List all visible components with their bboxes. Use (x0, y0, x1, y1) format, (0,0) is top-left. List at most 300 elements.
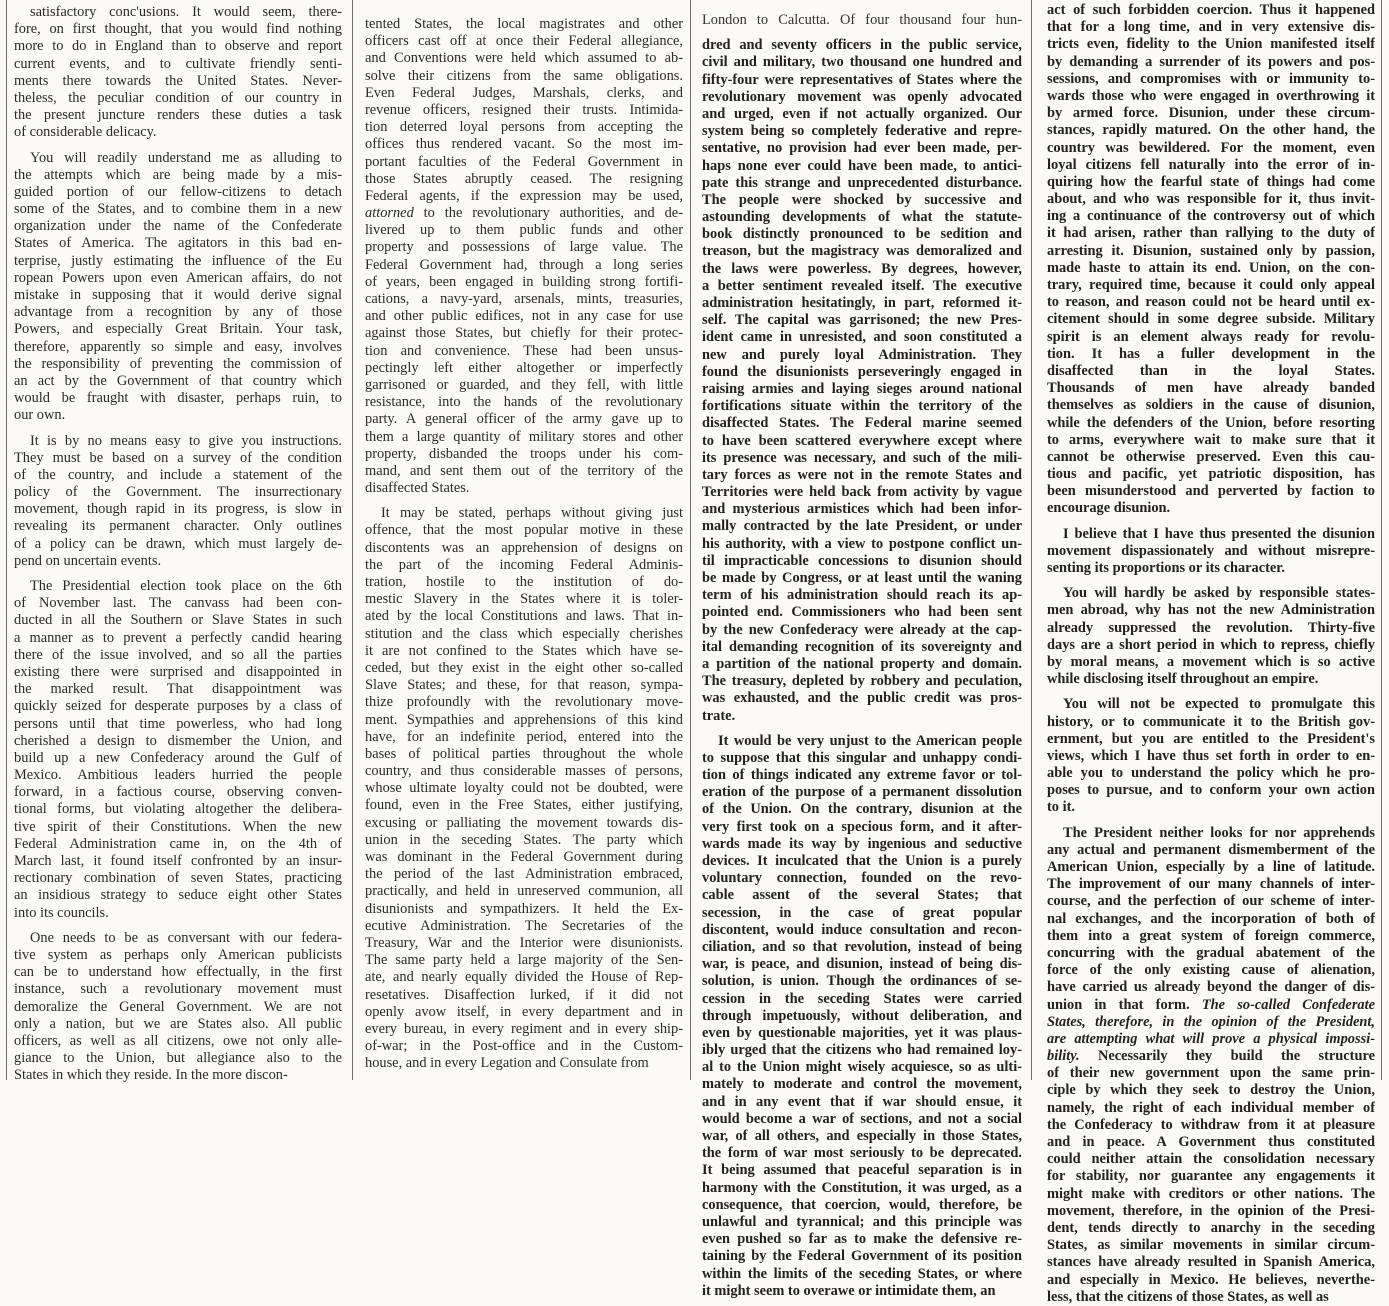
text-line: of their new government upon the same prin- (1047, 1065, 1375, 1082)
text-column-3 (692, 0, 1030, 1299)
text-line: by demanding a surrender of its powers and pos- (1047, 53, 1375, 70)
text-line: openly avow itself, in every department and in (365, 1003, 683, 1020)
text-line: tration, hostile to the institution of do- (365, 574, 683, 590)
text-line: any actual and permanent dismemberment of the (1047, 841, 1375, 858)
text-line: officers cast off at once their Federal allegiance, (365, 33, 683, 50)
text-line: men abroad, why has not the new Administration (1047, 602, 1375, 619)
text-line: til impracticable concessions to disunion should (702, 552, 1022, 569)
text-line: system being so completely federative and repre- (702, 123, 1022, 140)
text-line: have carried us already beyond the danger of dis- (1047, 979, 1375, 996)
text-line: livered up to them public funds and other (365, 222, 683, 239)
text-line: tion deterred loyal persons from accepting the (365, 119, 683, 136)
text-line: themselves as soldiers in the cause of disunion, (1047, 397, 1375, 414)
text-line: the period of the last Administration embraced, (365, 866, 683, 883)
text-line: cherished a design to dismember the Union, and (14, 732, 342, 749)
text-line: ciliation, and so that revolution, instead of being (702, 938, 1022, 955)
text-line: senting its proportions or its character. (1047, 560, 1285, 576)
text-line: mestic Slavery in the States where it is toler- (365, 591, 683, 608)
text-line: encourage disunion. (1047, 500, 1171, 517)
text-line: offices thus rendered vacant. So the most im- (365, 136, 683, 153)
text-line: ated by the local Constitutions and laws. That in- (365, 608, 683, 625)
text-line: pectingly left either altogether or imperfectly (365, 359, 683, 376)
text-line: rectionary combination of seven States, practicing (14, 870, 342, 887)
text-line: organization under the name of the Confederate (14, 218, 342, 235)
text-line: ceded, but they exist in the eight other so-called (365, 659, 683, 676)
text-line: loyal citizens fell naturally into the error of in- (1047, 156, 1375, 173)
text-line: only a nation, but we are States also. All public (14, 1015, 342, 1032)
text-line: every bureau, in every regiment and in every ship- (365, 1020, 683, 1037)
text-line: mistake in supposing that it would derive signal (14, 287, 342, 303)
text-line: ments there towards the United States. Never- (14, 72, 342, 89)
text-line: while disclosing itself throughout an empire. (1047, 671, 1319, 688)
paragraph (365, 16, 683, 497)
text-line: war, of all others, and especially in those States, (702, 1128, 1022, 1144)
text-line: new and purely loyal Administration. They (702, 346, 1022, 363)
text-line: tive spirit of their Constitutions. When the new (14, 818, 342, 835)
text-line: The improvement of our many channels of inter- (1047, 876, 1375, 893)
text-line: cannot be otherwise preserved. Even this cau- (1047, 448, 1375, 465)
text-line: union in the seceding States. The party which (365, 831, 683, 848)
text-line: Mexico. Ambitious leaders hurried the people (14, 767, 342, 784)
text-line: even by questionable majorities, yet it was plaus- (702, 1024, 1022, 1041)
paragraph (14, 433, 342, 571)
text-line: garrisoned or guarded, and they fell, with little (365, 376, 683, 393)
spacer (14, 570, 342, 578)
spacer (14, 142, 342, 150)
italic-emphasis: The so-called Confederate (1201, 996, 1375, 1013)
text-line: It is by no means easy to give you instructions. (30, 432, 342, 449)
text-line: sessions, and compromises with or immunity to- (1047, 70, 1375, 87)
text-line: consequence, that coercion, would, therefore, be (702, 1196, 1022, 1213)
text-line: demoralize the General Government. We are not (14, 998, 342, 1015)
text-line: States, as similar movements in similar circum- (1047, 1237, 1375, 1254)
text-line: It would be very unjust to the American people (718, 732, 1022, 749)
text-line: to suppose that this singular and unhappy condi- (702, 749, 1022, 766)
text-line: was exhausted, and the public credit was pros- (702, 690, 1022, 707)
text-line: pointed end. Commissioners who had been sent (702, 604, 1022, 621)
text-line: views, which I have thus set forth in order to en- (1047, 747, 1375, 764)
text-line: arresting it. Disunion, sustained only by passion, (1047, 242, 1375, 259)
text-line: Thousands of men have already banded (1047, 380, 1375, 397)
text-line: stances, rapidly matured. On the other hand, the (1047, 122, 1375, 139)
paragraph (14, 150, 342, 425)
text-line: You will readily understand me as alluding to (30, 149, 342, 166)
text-line: raising armies and laying sieges around national (702, 380, 1022, 397)
text-line: nal exchanges, and the incorporation of both of (1047, 910, 1375, 927)
text-line: and other public edifices, not in any case for use (365, 308, 683, 325)
text-line: persons until that time powerless, who had long (14, 715, 342, 732)
text-line: ernment, but you are entitled to the President's (1047, 730, 1375, 747)
text-line: and mysterious armistices which had been infor- (702, 501, 1022, 518)
text-line: trary, required time, because it could only appeal (1047, 277, 1375, 293)
text-line: bases of political parties throughout the whole (365, 745, 683, 762)
text-line: could neither attain the consolidation necessary (1047, 1151, 1375, 1168)
text-line: made haste to attain its end. Union, on the con- (1047, 259, 1375, 276)
text-line: It being assumed that peaceful separation is in (702, 1162, 1022, 1179)
text-line: offence, that the most popular motive in these (365, 522, 683, 539)
paragraph (1047, 585, 1375, 688)
text-line: while the defenders of the Union, before resorting (1047, 414, 1375, 431)
text-line: tion of things indicated any extreme favor or tol- (702, 767, 1022, 784)
text-line: American Union, especially by a line of latitude. (1047, 859, 1375, 875)
text-line: whose ultimate loyalty could not be doubted, were (365, 780, 683, 797)
text-line: disunionists and sympathizers. It held the Ex- (365, 900, 683, 917)
paragraph (14, 578, 342, 922)
text-line: of a policy can be drawn, which must largely de- (14, 535, 342, 552)
text-line: a manner as to prevent a perfectly candid hearing (14, 629, 342, 646)
italic-emphasis: are attempting what will prove a physical impossi- (1047, 1030, 1375, 1047)
text-line: very first took on a specious form, and it after- (702, 818, 1022, 835)
text-line: them a large quantity of military stores and other (365, 428, 683, 445)
text-line: found, even in the Free States, either justifying, (365, 797, 683, 814)
italic-emphasis: bility. (1047, 1048, 1080, 1065)
text-line: about, and who was responsible for it, thus invit- (1047, 191, 1375, 208)
text-line: and in peace. A Government thus constituted (1047, 1134, 1375, 1150)
spacer (14, 425, 342, 433)
text-line: a partition of the national property and domain. (702, 655, 1022, 672)
text-line: devices. It inculcated that the Union is a purely (702, 853, 1022, 869)
text-line: solution, is union. Though the ordinances of se- (702, 973, 1022, 990)
text-line: ment. Sympathies and apprehensions of this kind (365, 711, 683, 728)
text-line: treason, but the magistracy was demoralized and (702, 243, 1022, 260)
text-line: force of the only existing cause of alienation, (1047, 962, 1375, 979)
text-column-2 (355, 0, 691, 1080)
text-line: administration hesitatingly, in part, reformed it- (702, 295, 1022, 311)
text-line: They must be based on a survey of the condition (14, 449, 342, 466)
text-line: forward, in a factious course, observing conven- (14, 784, 342, 801)
text-line: an insidious strategy to seduce eight other States (14, 887, 342, 904)
text-line: advantage from a recognition by any of those (14, 304, 342, 321)
text-line: against those States, but chiefly for their protec- (365, 325, 683, 342)
text-line: term of his administration should reach its ap- (702, 587, 1022, 604)
text-line: within the limits of the seceding States, or where (702, 1265, 1022, 1282)
text-line: movement, therefore, in the opinion of the Presi- (1047, 1202, 1375, 1219)
text-line: discontent, would induce consultation and recon- (702, 921, 1022, 938)
text-line: dred and seventy officers in the public service, (702, 37, 1022, 54)
text-line: civil and military, two thousand one hundred and (702, 54, 1022, 71)
text-line: for stability, nor guarantee any engagements it (1047, 1168, 1375, 1185)
text-line: Federal agents, if the expression may be used, (365, 187, 683, 204)
text-line: its presence was necessary, and such of the mili- (702, 449, 1022, 466)
text-line: revealing its permanent character. Only outlines (14, 518, 342, 535)
text-line: house, and in every Legation and Consulate from (365, 1055, 649, 1072)
text-line: quiring how the fearful state of things had come (1047, 173, 1375, 190)
text-line: build up a new Confederacy around the Gulf of (14, 749, 342, 766)
text-line: our own. (14, 407, 66, 424)
text-line: able you to understand the policy which he pro- (1047, 765, 1375, 782)
text-line: the Confederacy to withdraw from it at pleasure (1047, 1116, 1375, 1133)
text-line: ibly urged that the citizens who had remained loy- (702, 1042, 1022, 1059)
italic-emphasis: States, therefore, in the opinion of the President, (1047, 1013, 1375, 1030)
text-line: resetatives. Disaffection lurked, if it did not (365, 986, 683, 1003)
text-line: ciple by which they seek to destroy the Union, (1047, 1082, 1375, 1099)
text-line: the form of war most seriously to be deprecated. (702, 1145, 1022, 1162)
text-line: and Conventions were held which assumed to ab- (365, 50, 683, 67)
text-line: the attempts which are being made by a mis- (14, 166, 342, 183)
text-line: days are a short period in which to repress, chiefly (1047, 636, 1375, 653)
text-line: those States abruptly ceased. The resigning (365, 170, 683, 187)
text-line: party. A general officer of the army gave up to (365, 411, 683, 428)
text-line: therefore, apparently so simple and easy, involves (14, 338, 342, 355)
text-line: ital demanding recognition of its sovereignty and (702, 638, 1022, 655)
text-line: the present juncture renders these duties a task (14, 107, 342, 124)
text-line: movement dispassionately and without misrepre- (1047, 542, 1375, 559)
text-line: You will not be expected to promulgate this (1063, 696, 1375, 713)
text-line: secession, in the case of great popular (702, 904, 1022, 921)
text-line: that for a long time, and in very extensive dis- (1047, 19, 1375, 36)
paragraph (702, 37, 1022, 725)
text-line: can be to understand how effectually, in the first (14, 964, 342, 981)
text-line: fore, on first thought, that you would find nothing (14, 21, 342, 38)
text-line: Even Federal Judges, Marshals, clerks, and (365, 84, 683, 101)
text-line: tive system as perhaps only American publicists (14, 946, 342, 963)
text-line: haps none ever could have been made, to antici- (702, 157, 1022, 174)
text-line: You will hardly be asked by responsible states- (1063, 585, 1375, 602)
text-line: practically, and held in unreserved communion, all (365, 883, 683, 900)
text-line: Slave States; and these, for that reason, sympa- (365, 677, 683, 694)
text-line: mand, and sent them out of the territory of the (365, 462, 683, 479)
text-line: them into a great system of foreign commerce, (1047, 927, 1375, 944)
text-line: might make with creditors or other nations. The (1047, 1185, 1375, 1202)
text-line: already suppressed the revolution. Thirty-five (1047, 619, 1375, 636)
spacer (365, 497, 683, 505)
text-line: mally contracted by the late President, or under (702, 518, 1022, 535)
text-line: of the country, and include a statement of the (14, 466, 342, 483)
text-line: be made by Congress, or at least until the waning (702, 570, 1022, 586)
text-line: stances have already resulted in Spanish America, (1047, 1254, 1375, 1271)
spacer (14, 922, 342, 930)
text-line: to have been scattered everywhere except where (702, 432, 1022, 449)
text-line: citement should in some degree subside. Military (1047, 311, 1375, 328)
column-rule (352, 0, 353, 1080)
text-line: was dominant in the Federal Government during (365, 849, 683, 865)
text-line: existing there were surprised and disappointed in (14, 663, 342, 680)
text-line: revolutionary movement was openly advocated (702, 88, 1022, 105)
text-line: harmony with the Constitution, it was urged, as a (702, 1179, 1022, 1196)
text-line: war, is peace, and disunion, instead of being dis- (702, 956, 1022, 973)
text-line: quickly seized for desperate purposes by a class of (14, 698, 342, 715)
text-line: act of such forbidden coercion. Thus it happened (1047, 2, 1375, 18)
text-line: stitution and the class which especially cherishes (365, 625, 683, 642)
text-line: terprise, justly estimating the influence of the Eu (14, 252, 342, 269)
paragraph (1047, 825, 1375, 1306)
text-line: tion and convenience. These had been unsus- (365, 342, 683, 359)
text-line: some of the States, and to combine them in a new (14, 201, 342, 218)
text-line: the responsibility of preventing the commission of (14, 355, 342, 372)
text-line: even pushed so far as to make the defensive re- (702, 1231, 1022, 1248)
text-line: resistance, into the hands of the revolutionary (365, 394, 683, 411)
text-line: revenue officers, resigned their trusts. Intimida- (365, 101, 683, 118)
spacer (1047, 688, 1375, 696)
text-line: of-war; in the Post-office and in the Custom- (365, 1038, 683, 1055)
text-line: been misunderstood and perverted by faction to (1047, 483, 1375, 500)
text-line: his authority, with a view to postpone conflict un- (702, 535, 1022, 552)
text-line: pate this strange and unprecedented disturbance. (702, 174, 1022, 191)
text-line: unlawful and tyrannical; and this principle was (702, 1213, 1022, 1230)
text-line: sentative, no provision had ever been made, per- (702, 140, 1022, 157)
text-line: disaffected than in the loyal States. (1047, 362, 1375, 379)
paragraph (1047, 2, 1375, 518)
text-line: cession in the seceding States were carried (702, 990, 1022, 1007)
text-line: of years, been engaged in building strong fortifi- (365, 273, 683, 290)
text-line: attorned to the revolutionary authorities, and de- (365, 205, 683, 222)
text-line: namely, the right of each individual member of (1047, 1099, 1375, 1116)
text-line: more to do in England than to observe and report (14, 38, 342, 55)
text-line: would become a war of sections, and not a social (702, 1110, 1022, 1127)
text-line: States of America. The agitators in this bad en- (14, 235, 342, 252)
text-line: course, and the perfection of our scheme of inter- (1047, 893, 1375, 910)
text-line: by armed force. Disunion, under these circum- (1047, 105, 1375, 122)
text-line: it are not confined to the States which have se- (365, 642, 683, 659)
text-line: tion. It has a fuller development in the (1047, 345, 1375, 362)
text-line (1047, 1014, 1375, 1031)
text-line (1047, 1031, 1375, 1048)
text-line: portant faculties of the Federal Government in (365, 153, 683, 170)
text-line: disaffected States. (365, 480, 470, 497)
text-line: giance to the Union, but allegiance also to the (14, 1050, 342, 1067)
text-line: less, that the citizens of those States, as well as (1047, 1288, 1329, 1305)
text-line: and especially in Mexico. He believes, neverthe- (1047, 1271, 1375, 1288)
text-line: The same party held a large majority of the Sen- (365, 952, 683, 969)
text-line: through impetuously, without deliberation, and (702, 1007, 1022, 1024)
paragraph (702, 733, 1022, 1300)
text-line: into its councils. (14, 904, 109, 921)
text-line: to arms, everywhere wait to make sure that it (1047, 431, 1375, 448)
text-line: of considerable delicacy. (14, 124, 157, 141)
text-line: country was bewildered. For the moment, even (1047, 139, 1375, 156)
text-line: solve their citizens from the same obligations. (365, 67, 683, 84)
text-line: theless, the peculiar condition of our country in (14, 89, 342, 106)
text-line: astounding developments of what the statute- (702, 209, 1022, 226)
text-line: The President neither looks for nor apprehends (1063, 824, 1375, 841)
text-line: taining by the Federal Government of its position (702, 1248, 1022, 1265)
text-line: ecutive Administration. The Secretaries of the (365, 917, 683, 934)
text-line: ropean Powers upon even American affairs, do not (14, 269, 342, 286)
text-line: would be fraught with disaster, perhaps ruin, to (14, 390, 342, 407)
spacer (1047, 817, 1375, 825)
text-line: policy of the Government. The insurrectionary (14, 484, 342, 501)
text-line: found the disunionists perseveringly engaged in (702, 363, 1022, 380)
text-line: pend on uncertain events. (14, 552, 162, 569)
text-line: tary forces as were not in the remote States and (702, 466, 1022, 483)
text-line: there of the issue involved, and so all the parties (14, 646, 342, 663)
text-line: ident came in unresisted, and soon constituted a (702, 329, 1022, 346)
text-line: Powers, and especially Great Britain. Your task, (14, 321, 342, 338)
text-line: self. The capital was garrisoned; the new Pres- (702, 312, 1022, 329)
text-line: ate, and nearly equally divided the House of Rep- (365, 969, 683, 986)
text-line: I believe that I have thus presented the disunion (1063, 525, 1375, 542)
text-line: Federal Administration came in, on the 4th of (14, 835, 342, 852)
text-line: it might seem to overawe or intimidate them, an (702, 1282, 996, 1299)
text-line: It may be stated, perhaps without giving just (381, 505, 683, 522)
text-line: by moral means, a movement which is so active (1047, 653, 1375, 670)
text-line: the marked result. That disappointment was (14, 681, 342, 698)
text-line: a better sentiment revealed itself. The executive (702, 277, 1022, 294)
text-line: wards those who were engaged in overthrowing it (1047, 87, 1375, 104)
text-line: satisfactory conc'usions. It would seem, there- (30, 4, 342, 20)
text-line: tricts even, fidelity to the Union manifested itself (1047, 36, 1375, 53)
text-line: an act by the Government of that country which (14, 372, 342, 389)
text-line: history, or to communicate it to the British gov- (1047, 713, 1375, 730)
text-line: poses to pursue, and to conform your own action (1047, 782, 1375, 799)
text-line: ing a continuance of the controversy out of which (1047, 208, 1375, 225)
text-line: disaffected States. The Federal marine seemed (702, 415, 1022, 432)
text-line: March last, it found itself confronted by an insur- (14, 853, 342, 869)
text-line: Federal Government had, through a long series (365, 256, 683, 273)
column-rule (1031, 0, 1032, 1080)
text-line: eration of the purpose of a permanent dissolution (702, 784, 1022, 801)
text-line: to it. (1047, 799, 1075, 816)
text-line: of the Union. On the contrary, disunion at the (702, 801, 1022, 818)
text-line: Treasury, War and the Interior were disunionists. (365, 934, 683, 951)
text-line: have, for an indefinite period, entered into the (365, 728, 683, 745)
text-line: discontents was an apprehension of designs on (365, 539, 683, 556)
text-line: guided portion of our fellow-citizens to detach (14, 183, 342, 200)
paragraph (14, 930, 342, 1085)
text-line: and in any event that if war should ensue, it (702, 1093, 1022, 1110)
text-line: to reason, and reason could not be heard until ex- (1047, 294, 1375, 311)
text-line: property and possessions of large value. The (365, 239, 683, 256)
text-line: mately to moderate and control the movement, (702, 1076, 1022, 1093)
text-line: Territories were held back from activity by vague (702, 484, 1022, 501)
paragraph (1047, 526, 1375, 578)
text-line: and urged, even if not actually organized. Our (702, 105, 1022, 122)
text-line: the laws were powerless. By degrees, however, (702, 260, 1022, 277)
text-line: voluntary connection, founded on the revo- (702, 870, 1022, 887)
paragraph (14, 4, 342, 142)
text-line: trate. (702, 707, 736, 724)
text-line: al to the Union might wisely acquiesce, so as ulti- (702, 1059, 1022, 1076)
text-line: States in which they reside. In the more discon- (14, 1067, 288, 1084)
text-line: tious and pacific, yet patriotic disposition, has (1047, 466, 1375, 483)
text-line: spirit is an element always ready for revolu- (1047, 328, 1375, 345)
text-column-4 (1033, 0, 1389, 1305)
text-line: book distinctly pronounced to be sedition and (702, 226, 1022, 243)
text-line: movement, though rapid in its progress, is slow in (14, 501, 342, 518)
text-line: excusing or palliating the movement towards dis- (365, 814, 683, 831)
text-line: cations, a navy-yard, arsenals, mints, treasuries, (365, 291, 683, 307)
italic-emphasis: attorned (365, 205, 414, 222)
text-line: the part of the incoming Federal Adminis- (365, 556, 683, 573)
paragraph (1047, 696, 1375, 816)
spacer (702, 725, 1022, 733)
spacer (702, 29, 1022, 37)
text-line: of November last. The canvass had been con- (14, 595, 342, 612)
paragraph (365, 505, 683, 1072)
text-line: The treasury, depleted by robbery and peculation, (702, 673, 1022, 690)
text-line: it had arisen, rather than rallying to the duty of (1047, 225, 1375, 242)
text-line: tented States, the local magistrates and other (365, 16, 683, 32)
text-line: wards made its way by ingenious and seductive (702, 835, 1022, 852)
text-line: The people were shocked by successive and (702, 191, 1022, 208)
text-line: instance, such a revolutionary movement must (14, 981, 342, 998)
text-line: officers, as well as all citizens, owe not only alle- (14, 1032, 342, 1049)
text-line: country, and thus considerable masses of persons, (365, 763, 683, 780)
text-line: union in that form. The so-called Confederate (1047, 996, 1375, 1013)
text-line: concurring with the gradual abatement of the (1047, 944, 1375, 961)
spacer (1047, 577, 1375, 585)
text-line: property, disbanded the troops under his com- (365, 445, 683, 462)
text-line: bility. Necessarily they build the structure (1047, 1048, 1375, 1065)
text-line: cable assent of the several States; that (702, 887, 1022, 904)
text-line: tional forms, but violating altogether the delibera- (14, 801, 342, 818)
text-line: The Presidential election took place on the 6th (30, 578, 342, 594)
spacer (1047, 518, 1375, 526)
text-column-1 (0, 0, 350, 1084)
text-line: fortifications situate within the territory of the (702, 398, 1022, 415)
text-line: ducted in all the Southern or Slave States in such (14, 612, 342, 629)
text-line: fifty-four were representatives of States where the (702, 71, 1022, 88)
